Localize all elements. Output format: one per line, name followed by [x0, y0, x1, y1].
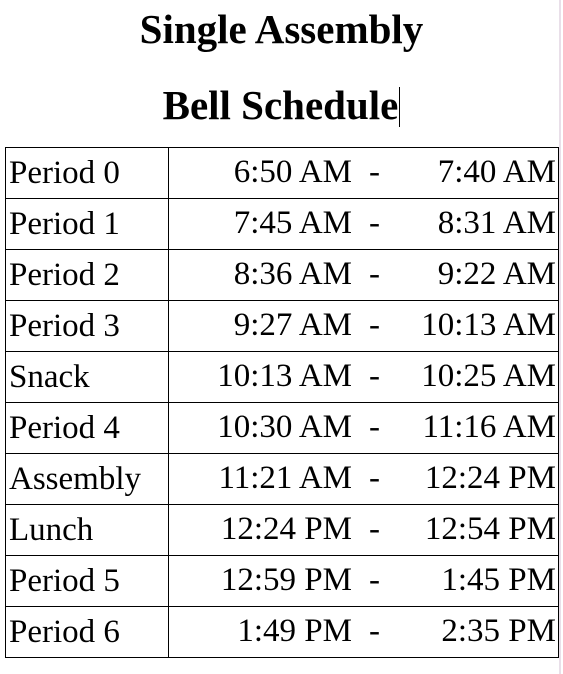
time-separator: -: [369, 205, 380, 241]
schedule-row: [6, 250, 559, 301]
time-separator: -: [369, 154, 380, 190]
period-name: Period 6: [6, 607, 169, 658]
schedule-body: [6, 148, 559, 658]
end-time: 7:40 AM: [437, 154, 556, 190]
time-separator: -: [369, 613, 380, 649]
period-times: [169, 505, 559, 556]
schedule-row: [6, 556, 559, 607]
time-separator: -: [369, 409, 380, 445]
document-title-text: Bell Schedule: [162, 82, 399, 128]
period-times: [169, 250, 559, 301]
start-time: 1:49 PM: [237, 613, 352, 649]
schedule-row: [6, 352, 559, 403]
end-time: 2:35 PM: [441, 613, 556, 649]
bell-schedule-table: [5, 147, 559, 658]
period-name: Lunch: [6, 505, 169, 556]
period-name: Period 4: [6, 403, 169, 454]
end-time: 11:16 AM: [422, 409, 556, 445]
end-time: 10:25 AM: [421, 358, 556, 394]
time-separator: -: [369, 358, 380, 394]
end-time: 12:24 PM: [424, 460, 556, 496]
end-time: 1:45 PM: [441, 562, 556, 598]
time-separator: -: [369, 256, 380, 292]
period-times: [169, 148, 559, 199]
document-title-line1: Single Assembly: [139, 6, 424, 52]
time-separator: -: [369, 460, 380, 496]
period-name: Period 5: [6, 556, 169, 607]
period-times: [169, 607, 559, 658]
start-time: 10:30 AM: [217, 409, 352, 445]
document-title-line2: [0, 82, 563, 128]
start-time: 12:59 PM: [220, 562, 352, 598]
time-separator: -: [369, 307, 380, 343]
period-times: [169, 403, 559, 454]
period-name: Period 0: [6, 148, 169, 199]
period-times: [169, 301, 559, 352]
end-time: 9:22 AM: [437, 256, 556, 292]
end-time: 10:13 AM: [421, 307, 556, 343]
end-time: 8:31 AM: [437, 205, 556, 241]
period-name: Period 1: [6, 199, 169, 250]
period-times: [169, 556, 559, 607]
time-separator: -: [369, 511, 380, 547]
start-time: 6:50 AM: [233, 154, 352, 190]
start-time: 7:45 AM: [233, 205, 352, 241]
time-separator: -: [369, 562, 380, 598]
period-times: [169, 352, 559, 403]
schedule-row: [6, 454, 559, 505]
start-time: 9:27 AM: [233, 307, 352, 343]
period-name: Assembly: [6, 454, 169, 505]
text-cursor: [399, 87, 400, 127]
period-name: Period 3: [6, 301, 169, 352]
schedule-row: [6, 505, 559, 556]
start-time: 10:13 AM: [217, 358, 352, 394]
period-name: Period 2: [6, 250, 169, 301]
start-time: 12:24 PM: [220, 511, 352, 547]
start-time: 8:36 AM: [233, 256, 352, 292]
schedule-row: [6, 403, 559, 454]
schedule-row: [6, 301, 559, 352]
period-times: [169, 199, 559, 250]
period-times: [169, 454, 559, 505]
start-time: 11:21 AM: [218, 460, 352, 496]
schedule-row: [6, 199, 559, 250]
end-time: 12:54 PM: [424, 511, 556, 547]
schedule-row: [6, 148, 559, 199]
schedule-row: [6, 607, 559, 658]
period-name: Snack: [6, 352, 169, 403]
